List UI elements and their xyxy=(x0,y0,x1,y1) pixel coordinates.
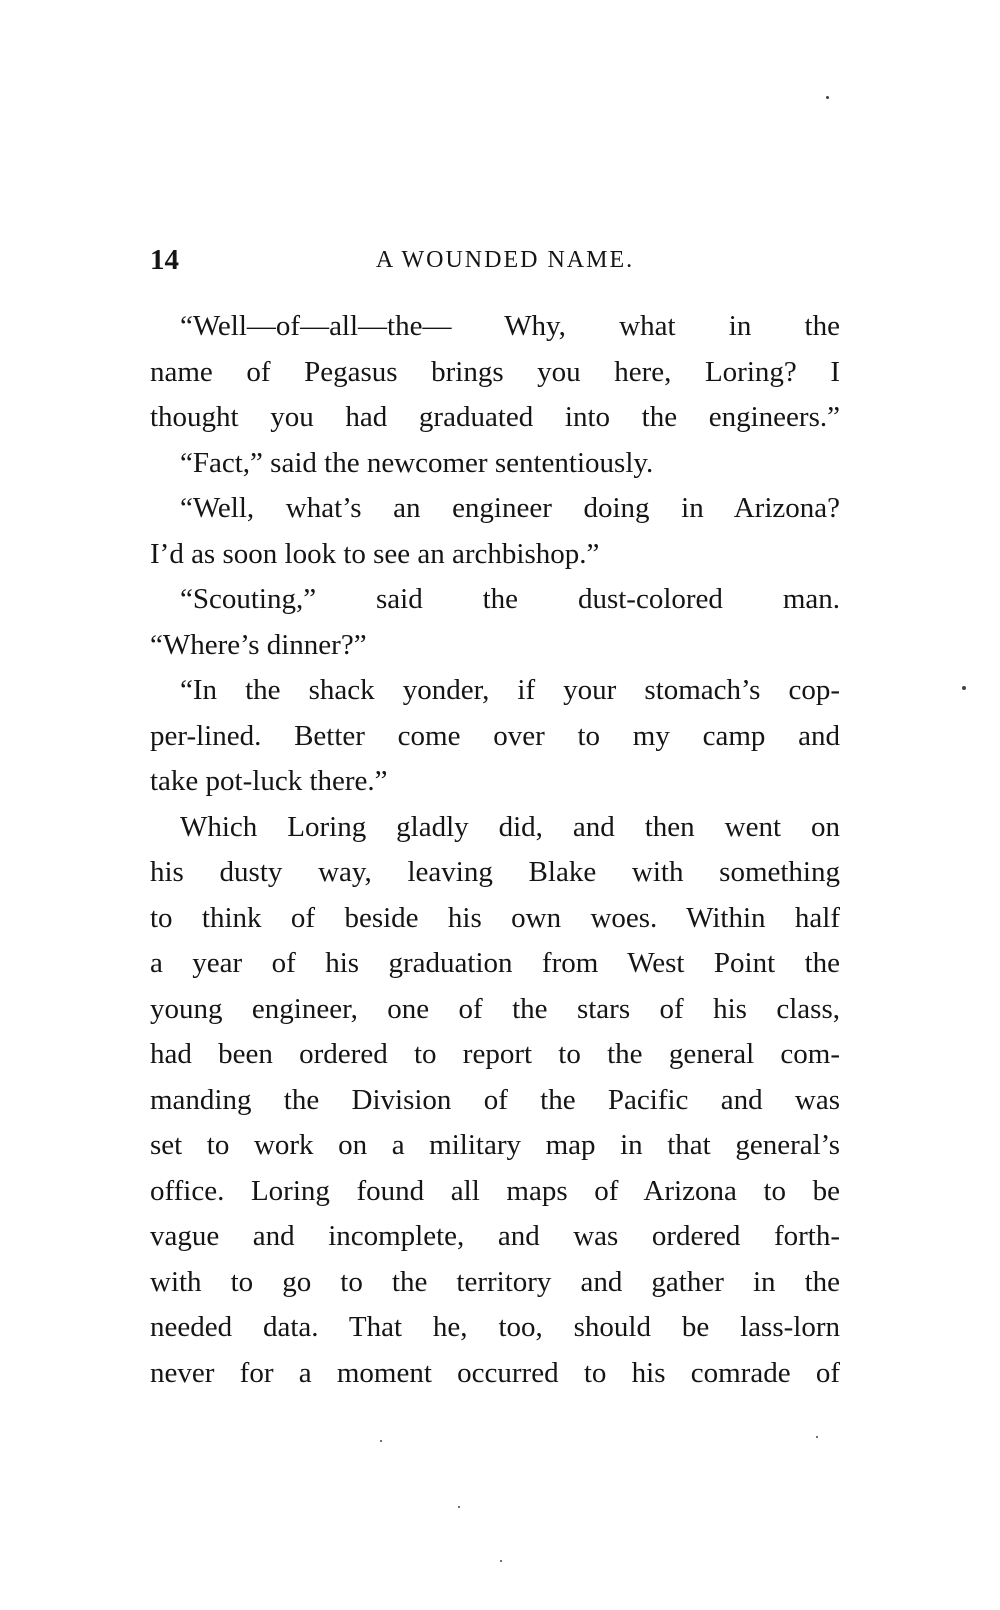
text-line: had been ordered to report to the general com- xyxy=(150,1038,840,1070)
page-header xyxy=(150,240,840,280)
text-line: to think of beside his own woes. Within half xyxy=(150,901,840,934)
text-line: “In the shack yonder, if your stomach’s cop- xyxy=(180,674,840,706)
text-line: name of Pegasus brings you here, Loring? I xyxy=(150,355,840,388)
print-speck xyxy=(458,1506,460,1508)
text-line: I’d as soon look to see an archbishop.” xyxy=(150,537,600,570)
print-speck xyxy=(962,686,966,690)
print-speck xyxy=(380,1440,382,1442)
text-line: “Well, what’s an engineer doing in Arizona? xyxy=(180,492,840,524)
text-line: “Where’s dinner?” xyxy=(150,628,367,661)
body-text xyxy=(150,304,840,1396)
print-speck xyxy=(826,96,829,99)
text-line: vague and incomplete, and was ordered forth- xyxy=(150,1220,840,1252)
text-line: take pot-luck there.” xyxy=(150,765,388,797)
text-line: thought you had graduated into the engineers.” xyxy=(150,401,840,433)
text-line: Which Loring gladly did, and then went on xyxy=(180,810,840,843)
text-line: young engineer, one of the stars of his class, xyxy=(150,992,840,1025)
text-line: per-lined. Better come over to my camp and xyxy=(150,719,840,752)
text-line: manding the Division of the Pacific and was xyxy=(150,1083,840,1116)
page-number: 14 xyxy=(150,244,179,276)
text-line: “Scouting,” said the dust-colored man. xyxy=(180,583,840,615)
text-line: a year of his graduation from West Point the xyxy=(150,947,840,979)
text-line: “Well—of—all—the— Why, what in the xyxy=(180,310,840,342)
text-line: needed data. That he, too, should be lass-lorn xyxy=(150,1311,840,1343)
text-line: never for a moment occurred to his comrade of xyxy=(150,1356,840,1389)
print-speck xyxy=(816,1436,818,1438)
text-line: his dusty way, leaving Blake with something xyxy=(150,856,840,888)
running-title: A WOUNDED NAME. xyxy=(375,247,635,273)
print-speck xyxy=(500,1560,502,1562)
text-line: with to go to the territory and gather in the xyxy=(150,1265,840,1298)
text-line: “Fact,” said the newcomer sententiously. xyxy=(180,446,654,479)
text-line: set to work on a military map in that general’s xyxy=(150,1129,840,1161)
text-line: office. Loring found all maps of Arizona to be xyxy=(150,1174,840,1207)
